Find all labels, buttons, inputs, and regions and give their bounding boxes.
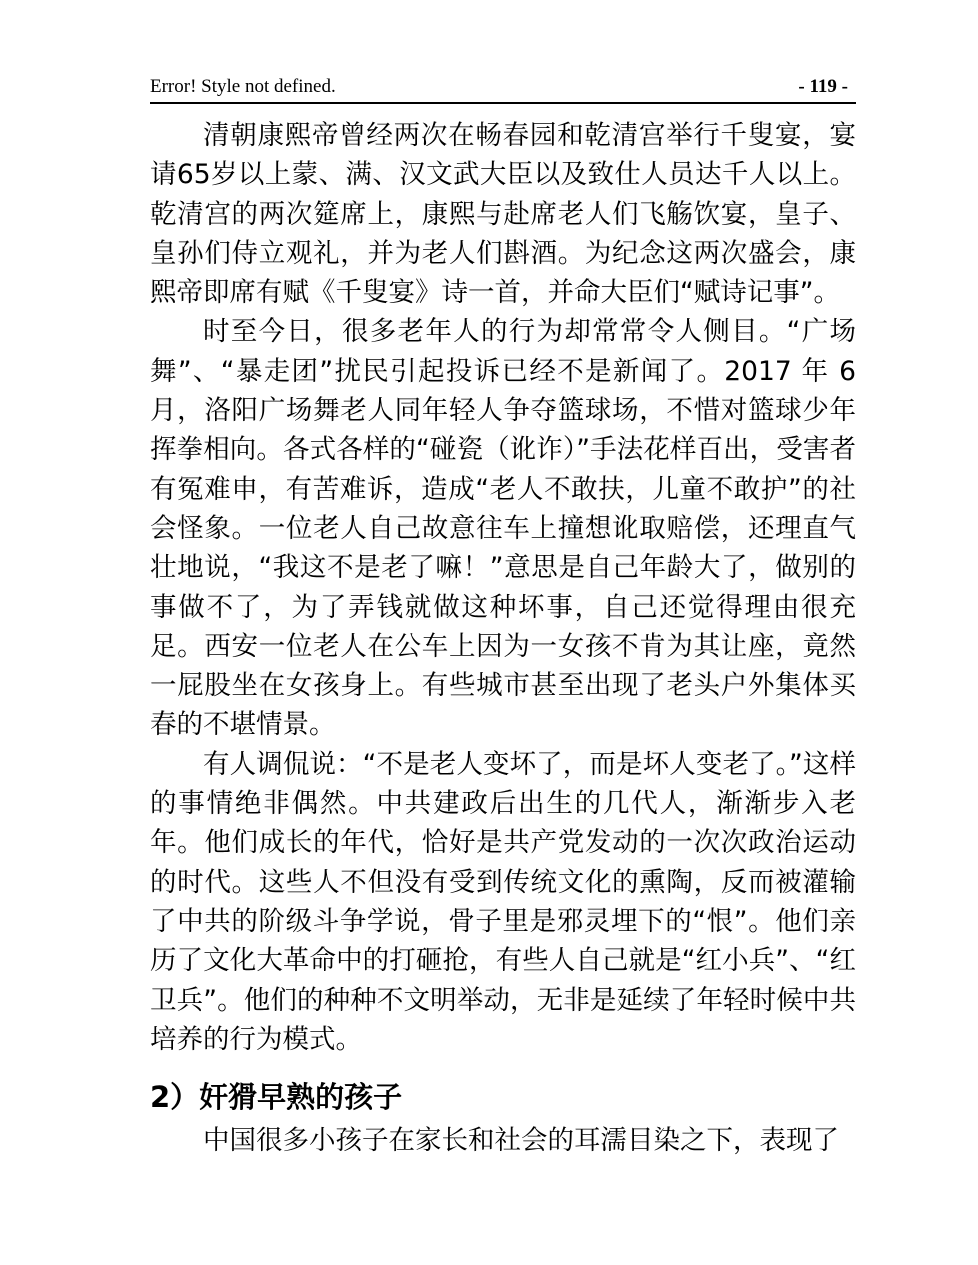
section-heading: 2）奸猾早熟的孩子 <box>150 1080 403 1115</box>
document-body <box>150 116 856 1160</box>
paragraph-1: 清朝康熙帝曾经两次在畅春园和乾清宫举行千叟宴，宴请65岁以上蒙、满、汉文武大臣以及致仕人员达千人以上。乾清宫的两次筵席上，康熙与赴席老人们飞觞饮宴，皇子、皇孙们侍立观礼，并为老人们斟酒。为纪念这两次盛会，康熙帝即席有赋《千叟宴》诗一首，并命大臣们“赋诗记事”。 <box>150 120 856 309</box>
page-header <box>150 74 856 104</box>
paragraph-4: 中国很多小孩子在家长和社会的耳濡目染之下，表现了 <box>203 1125 839 1157</box>
paragraph-2: 时至今日，很多老年人的行为却常常令人侧目。“广场舞”、“暴走团”扰民引起投诉已经不是新闻了。2017 年 6 月，洛阳广场舞老人同年轻人争夺篮球场，不惜对篮球少年挥拳相向。各式各样的“碰瓷（讹诈）”手法花样百出，受害者有冤难申，有苦难诉，造成“老人不敢扶，儿童不敢护”的社会怪象。一位老人自己故意往车上撞想讹取赔偿，还理直气壮地说，“我这不是老了嘛！”意思是自己年龄大了，做别的事做不了，为了弄钱就做这种坏事，自己还觉得理由很充足。西安一位老人在公车上因为一女孩不肯为其让座，竟然一屁股坐在女孩身上。有些城市甚至出现了老头户外集体买春的不堪情景。 <box>150 316 856 741</box>
header-title: Error! Style not defined. <box>150 76 336 97</box>
page-number: - 119 - <box>798 76 848 97</box>
paragraph-3: 有人调侃说：“不是老人变坏了，而是坏人变老了。”这样的事情绝非偶然。中共建政后出生的几代人，渐渐步入老年。他们成长的年代，恰好是共产党发动的一次次政治运动的时代。这些人不但没有受到传统文化的熏陶，反而被灌输了中共的阶级斗争学说，骨子里是邪灵埋下的“恨”。他们亲历了文化大革命中的打砸抢，有些人自己就是“红小兵”、“红卫兵”。他们的种种不文明举动，无非是延续了年轻时候中共培养的行为模式。 <box>150 748 856 1055</box>
